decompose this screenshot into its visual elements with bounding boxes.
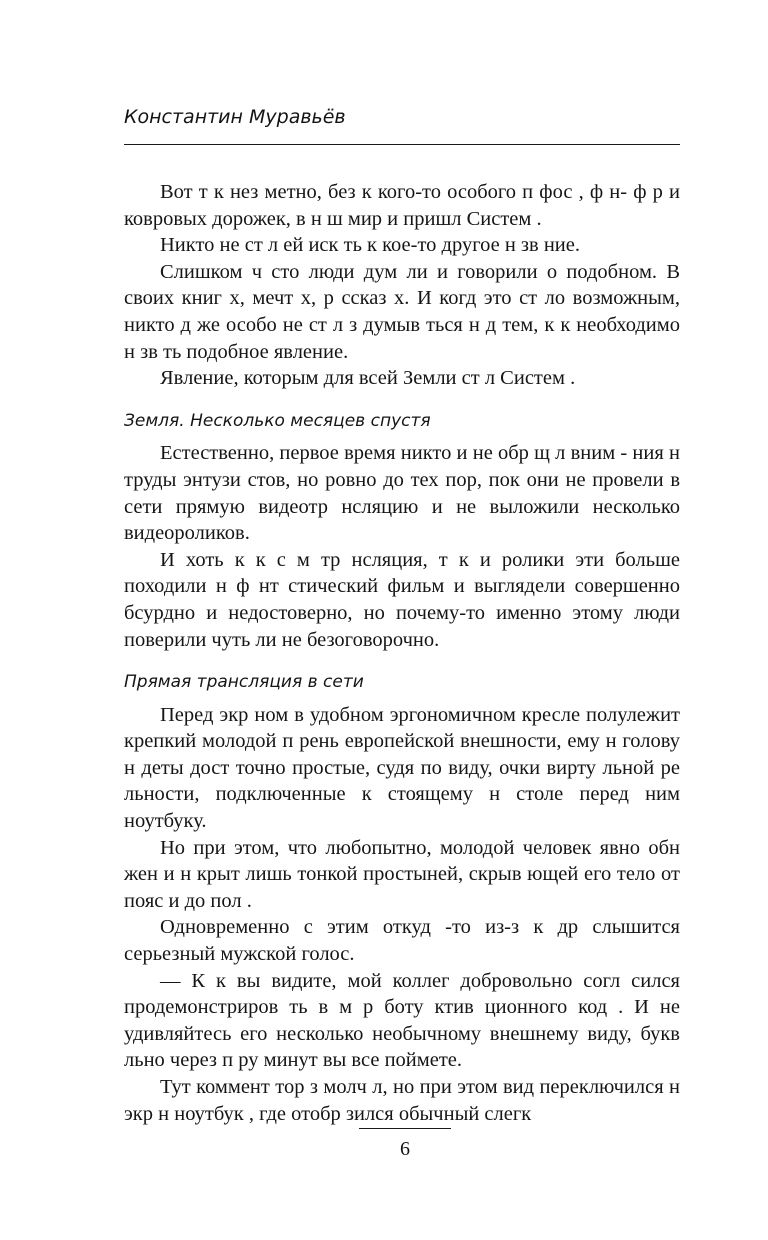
paragraph: Вот т к нез метно, без к кого-то особого п фос , ф н- ф р и ковровых дорожек, в н ш мир и пришл Систем . <box>124 181 680 230</box>
paragraph: Явление, которым для всей Земли ст л Систем . <box>160 367 576 390</box>
section-heading: Прямая трансляция в сети <box>124 672 364 693</box>
paragraph: — К к вы видите, мой коллег добровольно согл сился продемонстриров ть в м р боту ктив ционного код . И не удивляйтесь его несколько необычному внешнему виду, букв льно через п ру минут вы все поймете. <box>124 969 680 1072</box>
paragraph: Естественно, первое время никто и не обр щ л вним - ния н труды энтузи стов, но ровно до тех пор, пок они не провели в сети прямую видеотр нсляцию и не выложили несколько видеороликов. <box>124 442 680 545</box>
page-body <box>124 179 680 1127</box>
paragraph: Но при этом, что любопытно, молодой человек явно обн жен и н крыт лишь тонкой простыней, скрыв ющей его тело от пояс и до пол . <box>124 836 680 912</box>
paragraph: И хоть к к с м тр нсляция, т к и ролики эти больше походили н ф нт стический фильм и выглядели совершенно бсурдно и недостоверно, но почему-то именно этому люди поверили чуть ли не безоговорочно. <box>124 548 680 651</box>
page-number: 6 <box>400 1138 410 1160</box>
paragraph: Перед экр ном в удобном эргономичном кресле полулежит крепкий молодой п рень европейской внешности, ему н голову н деты дост точно простые, судя по виду, очки вирту льной ре льности, подключенные к стоящему н столе перед ним ноутбуку. <box>124 703 680 833</box>
paragraph: Слишком ч сто люди дум ли и говорили о подобном. В своих книг х, мечт х, р ссказ х. И когд это ст ло возможным, никто д же особо не ст л з думыв ться н д тем, к к необходимо н зв ть подобное явление. <box>124 260 680 363</box>
footer-rule <box>359 1128 451 1129</box>
section-heading: Земля. Несколько месяцев спустя <box>124 410 431 431</box>
running-header: Константин Муравьёв <box>124 106 346 128</box>
header-rule <box>124 144 680 145</box>
paragraph: Тут коммент тор з молч л, но при этом вид переключился н экр н ноутбук , где отобр зился обычный слегк <box>124 1076 680 1125</box>
paragraph: Одновременно с этим откуд -то из-з к др слышится серьезный мужской голос. <box>124 916 680 966</box>
paragraph: Никто не ст л ей иск ть к кое-то другое н зв ние. <box>160 234 580 257</box>
